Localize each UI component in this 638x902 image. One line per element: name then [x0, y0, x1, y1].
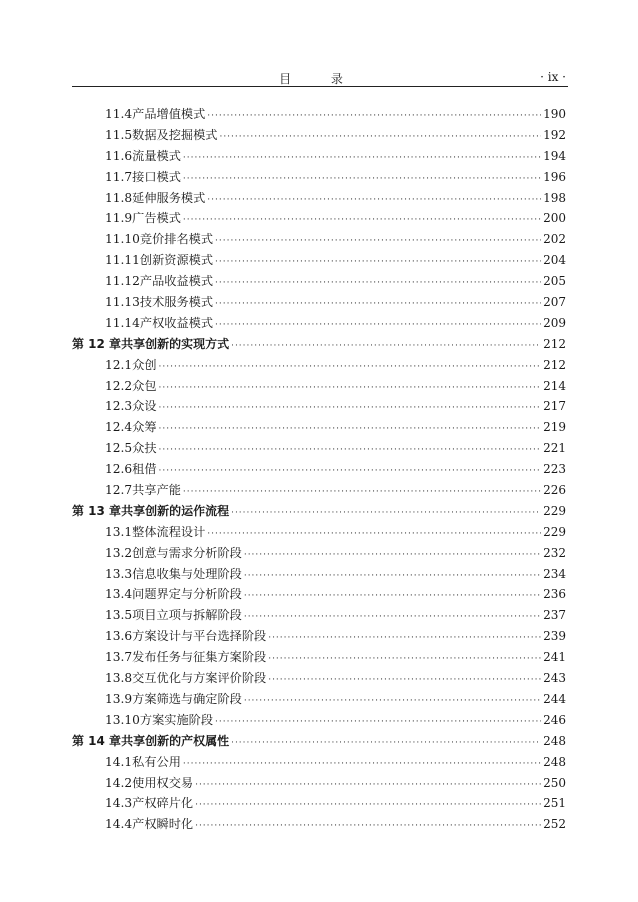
toc-section-entry[interactable]	[72, 208, 566, 229]
entry-title: 众筹	[132, 420, 157, 435]
entry-page-number: 202	[543, 232, 566, 247]
entry-number: 11.12	[105, 274, 140, 289]
entry-number: 12.3	[105, 399, 133, 414]
entry-title: 整体流程设计	[132, 524, 206, 539]
toc-section-entry[interactable]	[72, 564, 566, 585]
entry-title: 技术服务模式	[139, 295, 214, 310]
entry-title: 私有公用	[132, 754, 181, 769]
entry-page-number: 207	[543, 295, 566, 310]
toc-section-entry[interactable]	[72, 626, 566, 647]
toc-section-entry[interactable]	[72, 752, 566, 773]
toc-section-entry[interactable]	[72, 543, 566, 564]
entry-number: 13.5	[105, 608, 133, 623]
entry-title: 流量模式	[132, 148, 181, 163]
entry-page-number: 243	[543, 671, 566, 686]
entry-number: 12.2	[105, 378, 133, 393]
entry-title: 共享创新的实现方式	[121, 336, 230, 351]
entry-page-number: 226	[543, 483, 566, 498]
entry-title: 使用权交易	[132, 775, 194, 790]
entry-page-number: 241	[543, 650, 566, 665]
dot-leader	[183, 754, 541, 775]
dot-leader	[159, 419, 542, 440]
entry-page-number: 200	[543, 211, 566, 226]
entry-number: 13.7	[105, 650, 133, 665]
toc-section-entry[interactable]	[72, 584, 566, 605]
toc-section-entry[interactable]	[72, 814, 566, 835]
dot-leader	[244, 566, 541, 587]
entry-title: 方案设计与平台选择阶段	[132, 629, 267, 644]
dot-leader	[244, 691, 541, 712]
toc-chapter-entry[interactable]	[72, 501, 566, 522]
dot-leader	[231, 336, 541, 357]
entry-number: 11.8	[105, 190, 133, 205]
dot-leader	[195, 775, 541, 796]
dot-leader	[215, 712, 541, 733]
entry-title: 项目立项与拆解阶段	[132, 608, 242, 623]
toc-section-entry[interactable]	[72, 417, 566, 438]
entry-number: 11.5	[105, 127, 133, 142]
toc-section-entry[interactable]	[72, 793, 566, 814]
entry-title: 创新资源模式	[139, 253, 214, 268]
entry-number: 11.11	[105, 253, 140, 268]
entry-page-number: 246	[543, 712, 566, 727]
entry-page-number: 209	[543, 315, 566, 330]
entry-page-number: 250	[543, 775, 566, 790]
entry-title: 产品增值模式	[132, 107, 206, 121]
entry-number: 12.5	[105, 441, 133, 456]
toc-section-entry[interactable]	[72, 480, 566, 501]
entry-title: 众创	[132, 357, 157, 372]
toc-section-entry[interactable]	[72, 773, 566, 794]
entry-page-number: 198	[543, 190, 566, 205]
dot-leader	[215, 315, 541, 336]
entry-page-number: 212	[543, 336, 566, 351]
dot-leader	[159, 440, 542, 461]
entry-page-number: 244	[543, 691, 566, 706]
toc-section-entry[interactable]	[72, 376, 566, 397]
entry-number: 11.6	[105, 148, 133, 163]
toc-section-entry[interactable]	[72, 647, 566, 668]
toc-section-entry[interactable]	[72, 146, 566, 167]
entry-page-number: 192	[543, 127, 566, 142]
entry-number: 11.9	[105, 211, 133, 226]
entry-title: 共享创新的产权属性	[121, 733, 230, 748]
dot-leader	[183, 169, 541, 190]
running-head	[72, 62, 568, 87]
entry-number: 第 13 章	[72, 503, 122, 518]
entry-title: 竞价排名模式	[139, 232, 214, 247]
dot-leader	[268, 628, 541, 649]
entry-title: 方案实施阶段	[139, 712, 214, 727]
dot-leader	[215, 231, 541, 252]
entry-number: 14.3	[105, 796, 133, 811]
dot-leader	[159, 357, 542, 378]
dot-leader	[215, 252, 541, 273]
entry-title: 创意与需求分析阶段	[132, 545, 242, 560]
entry-title: 发布任务与征集方案阶段	[132, 650, 267, 665]
entry-page-number: 237	[543, 608, 566, 623]
running-title: 目 录	[279, 72, 361, 86]
entry-number: 12.4	[105, 420, 133, 435]
entry-number: 13.2	[105, 545, 133, 560]
entry-number: 13.4	[105, 587, 133, 602]
entry-page-number: 232	[543, 545, 566, 560]
entry-title: 信息收集与处理阶段	[132, 566, 242, 581]
entry-number: 11.13	[105, 295, 140, 310]
toc-section-entry[interactable]	[72, 668, 566, 689]
toc-section-entry[interactable]	[72, 271, 566, 292]
entry-page-number: 212	[543, 357, 566, 372]
entry-number: 13.3	[105, 566, 133, 581]
entry-page-number: 217	[543, 399, 566, 414]
entry-page-number: 252	[543, 817, 566, 832]
entry-title: 产权碎片化	[132, 796, 194, 811]
toc-chapter-entry[interactable]	[72, 334, 566, 355]
entry-page-number: 190	[543, 107, 566, 121]
dot-leader	[195, 816, 541, 837]
entry-title: 交互优化与方案评价阶段	[132, 671, 267, 686]
entry-title: 众包	[132, 378, 157, 393]
entry-number: 13.1	[105, 524, 133, 539]
toc-section-entry[interactable]	[72, 710, 566, 731]
entry-page-number: 251	[543, 796, 566, 811]
entry-page-number: 221	[543, 441, 566, 456]
toc-section-entry[interactable]	[72, 292, 566, 313]
entry-number: 12.7	[105, 483, 133, 498]
entry-number: 11.10	[105, 232, 140, 247]
dot-leader	[195, 795, 541, 816]
entry-page-number: 204	[543, 253, 566, 268]
toc-section-entry[interactable]	[72, 459, 566, 480]
toc-section-entry[interactable]	[72, 167, 566, 188]
entry-number: 14.4	[105, 817, 133, 832]
entry-page-number: 248	[543, 754, 566, 769]
entry-title: 产品收益模式	[139, 274, 214, 289]
entry-number: 13.8	[105, 671, 133, 686]
entry-number: 12.1	[105, 357, 133, 372]
entry-title: 接口模式	[132, 169, 181, 184]
entry-page-number: 194	[543, 148, 566, 163]
toc-chapter-entry[interactable]	[72, 731, 566, 752]
entry-title: 问题界定与分析阶段	[132, 587, 242, 602]
entry-title: 数据及挖掘模式	[132, 127, 218, 142]
entry-page-number: 196	[543, 169, 566, 184]
entry-page-number: 214	[543, 378, 566, 393]
dot-leader	[268, 670, 541, 691]
entry-number: 14.2	[105, 775, 133, 790]
entry-title: 延伸服务模式	[132, 190, 206, 205]
entry-page-number: 229	[543, 503, 566, 518]
entry-number: 13.9	[105, 691, 133, 706]
entry-page-number: 223	[543, 462, 566, 477]
entry-title: 共享创新的运作流程	[121, 503, 230, 518]
entry-title: 共享产能	[132, 483, 181, 498]
toc-section-entry[interactable]	[72, 125, 566, 146]
toc-section-entry[interactable]	[72, 188, 566, 209]
dot-leader	[207, 524, 541, 545]
table-of-contents	[72, 104, 566, 835]
entry-page-number: 239	[543, 629, 566, 644]
dot-leader	[231, 503, 541, 524]
dot-leader	[207, 106, 541, 127]
toc-section-entry[interactable]	[72, 355, 566, 376]
entry-page-number: 234	[543, 566, 566, 581]
entry-number: 11.7	[105, 169, 133, 184]
toc-section-entry[interactable]	[72, 689, 566, 710]
entry-number: 12.6	[105, 462, 133, 477]
entry-title: 方案筛选与确定阶段	[132, 691, 242, 706]
entry-title: 广告模式	[132, 211, 181, 226]
dot-leader	[207, 190, 541, 211]
entry-number: 13.10	[105, 712, 140, 727]
entry-number: 13.6	[105, 629, 133, 644]
entry-title: 众设	[132, 399, 157, 414]
dot-leader	[215, 294, 541, 315]
toc-section-entry[interactable]	[72, 250, 566, 271]
dot-leader	[268, 649, 541, 670]
toc-section-entry[interactable]	[72, 522, 566, 543]
toc-section-entry[interactable]	[72, 605, 566, 626]
dot-leader	[159, 461, 542, 482]
toc-section-entry[interactable]	[72, 229, 566, 250]
dot-leader	[231, 733, 541, 754]
entry-page-number: 236	[543, 587, 566, 602]
page-number: · ix ·	[540, 70, 566, 84]
entry-number: 第 14 章	[72, 733, 122, 748]
entry-number: 第 12 章	[72, 336, 122, 351]
toc-section-entry[interactable]	[72, 104, 566, 125]
toc-section-entry[interactable]	[72, 438, 566, 459]
dot-leader	[159, 398, 542, 419]
entry-title: 众扶	[132, 441, 157, 456]
entry-number: 11.14	[105, 315, 140, 330]
entry-page-number: 205	[543, 274, 566, 289]
dot-leader	[215, 273, 541, 294]
entry-title: 产权收益模式	[139, 315, 214, 330]
dot-leader	[159, 378, 542, 399]
dot-leader	[183, 482, 541, 503]
toc-section-entry[interactable]	[72, 396, 566, 417]
entry-page-number: 219	[543, 420, 566, 435]
entry-title: 产权瞬时化	[132, 817, 194, 832]
entry-page-number: 248	[543, 733, 566, 748]
dot-leader	[244, 586, 541, 607]
entry-title: 租借	[132, 462, 157, 477]
dot-leader	[183, 148, 541, 169]
entry-number: 11.4	[105, 107, 133, 121]
dot-leader	[219, 127, 541, 148]
dot-leader	[244, 607, 541, 628]
entry-page-number: 229	[543, 524, 566, 539]
dot-leader	[183, 210, 541, 231]
toc-section-entry[interactable]	[72, 313, 566, 334]
entry-number: 14.1	[105, 754, 133, 769]
dot-leader	[244, 545, 541, 566]
